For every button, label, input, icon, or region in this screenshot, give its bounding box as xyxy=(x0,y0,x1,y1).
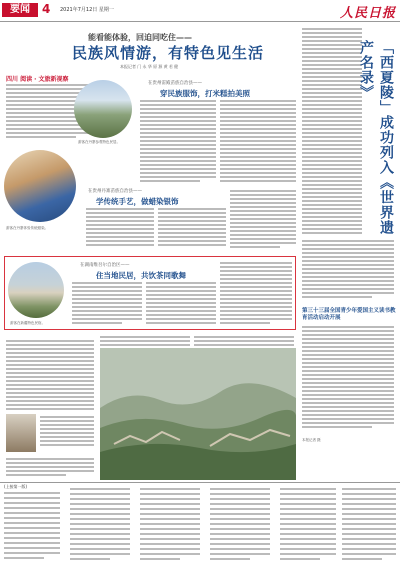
photo-caption-1: 游客在丹寨参观特色民居。 xyxy=(78,140,120,144)
issue-date: 2021年7月12日 星期一 xyxy=(60,7,114,13)
mountain-landscape-icon xyxy=(100,348,296,480)
bottom-header: (上接第一版) xyxy=(4,484,28,489)
photo-batik-craft xyxy=(4,150,76,222)
section-kicker-3: 在湖南维吾尔自治区—— xyxy=(80,263,130,268)
bottom-divider xyxy=(0,482,400,483)
photo-caption-2: 游客在丹寨体验传统蜡染。 xyxy=(6,226,48,230)
feature-headline: 民族风情游，有特色见生活 xyxy=(72,44,265,62)
section-tag: 要闻 xyxy=(2,3,38,17)
right-subtitle: 第三十三届全国青少年爱国主义读书教育活动启动开展 xyxy=(302,308,396,321)
newspaper-logo: 人民日报 xyxy=(340,6,397,21)
photo-local-house xyxy=(8,262,64,318)
photo-caption-3: 游客在新疆特色民宿。 xyxy=(10,321,45,325)
section-kicker-1: 在贵州雷殿苗族自治县—— xyxy=(148,81,202,86)
landscape-photo xyxy=(100,348,296,480)
section-title-1: 穿民族服饰，打米糕拍美照 xyxy=(160,89,250,98)
section-title-2: 学传统手艺，做蜡染银饰 xyxy=(96,197,179,206)
lede-title: 四川 阅读 · 文旅新视察 xyxy=(6,76,69,83)
small-photo xyxy=(6,414,36,452)
section-title-3: 住当地民居，共饮茶同歌舞 xyxy=(96,271,186,280)
feature-byline: 本报记者 门 永 华 原 源 黄 若 健 xyxy=(120,64,179,69)
right-vertical-title: 「西夏陵」成功列入《世界遗产名录》 xyxy=(358,40,394,235)
page-number: 4 xyxy=(42,2,51,16)
photo-minority-house xyxy=(74,80,132,138)
section-kicker-2: 在贵州丹寨苗族自治县—— xyxy=(88,189,142,194)
landscape-credit: 本报记者 摄 xyxy=(302,438,321,442)
feature-kicker: 能看能体验，回迫同吃住—— xyxy=(88,33,192,42)
